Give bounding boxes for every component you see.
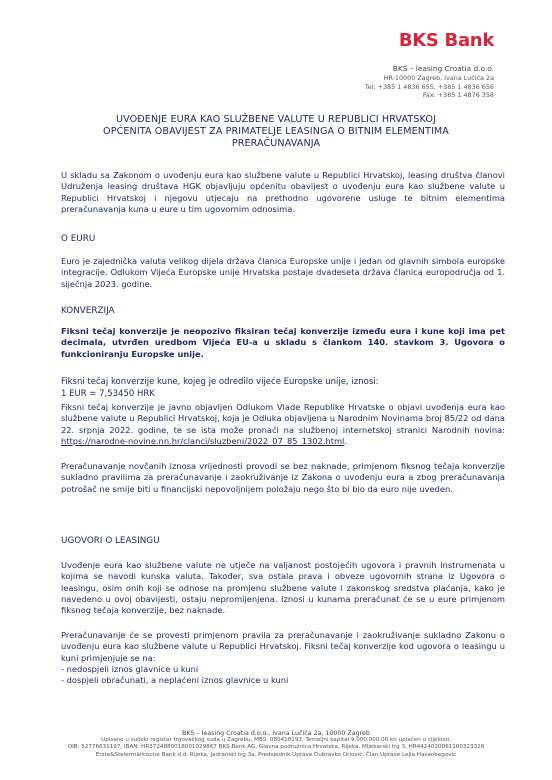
- narodne-novine-link[interactable]: https://narodne-novine.nn.hr/clanci/sluzbeni/2022_07_85_1302.html: [61, 435, 345, 446]
- bks-bank-logo: BKS Bank: [398, 30, 494, 51]
- rate-intro: Fiksni tečaj konverzije kune, kojeg je odredilo vijeće Europske unije, iznosi:: [61, 377, 379, 387]
- title-line-3: PRERAČUNAVANJA: [231, 138, 321, 149]
- footer-bank-details: OIB: 52776631197, IBAN: HR3724880018001029867 BKS Bank AG, Glavna podružnica Hrvatska, Rijeka, Mljekarski trg 3, HR4424020061100323326: [67, 744, 485, 751]
- company-info: [365, 64, 494, 100]
- section-heading-contracts: UGOVORI O LEASINGU: [61, 536, 160, 546]
- company-fax: Fax: +385 1 4876 358: [422, 91, 494, 100]
- section-heading-euro: O EURU: [61, 234, 96, 244]
- footer-management: Erste&Steiermärkische Bank d.d. Rijeka, Jadranski trg 3a, Predsjednik Uprave Dubravko Orlović, Član Uprave Lejla Hasanbegović: [95, 751, 457, 758]
- footer-company: BKS – leasing Croatia d.o.o., Ivana Lučića 2a, 10000 Zagreb: [182, 730, 370, 737]
- list-item: - dospjeli obračunati, a neplaćeni iznos glavnice u kuni: [61, 675, 289, 686]
- contracts-paragraph-2: Preračunavanje će se provesti primjenom pravila za preračunavanje i zaokruživanje sukladno Zakonu o uvođenju eura kao službene valute u Republici Hrvatskoj. Fiksni tečaj konverzije kod ugovora o leasingu u kuni primjenjuje se na:: [61, 630, 505, 663]
- publication-text: Fiksni tečaj konverzije je javno objavljen Odlukom Vlade Republike Hrvatske o objavi uvođenja eura kao službene valute u Republici Hrvatskoj, koja je Odluka objavljena u Narodnim Novinama broj 85/22 od dana 22. srpnja 2022. godine, te se ista može pronaći na službenoj internetskoj stranici Narodnih novina:: [61, 402, 505, 435]
- company-address: HR-10000 Zagreb, Ivana Lučića 2a: [383, 74, 494, 82]
- conversion-paragraph: Preračunavanje novčanih iznosa vrijednosti provodi se bez naknade, primjenom fiksnog tečaja konverzije sukladno pravilima za preračunavanje i zaokruživanje iz Zakona o uvođenju eura a zbog preračunavanja potrošač ne smije biti u financijski nepovoljnijem položaju nego što bi bio da euro nije uveden.: [61, 461, 505, 494]
- contracts-paragraph-1: Uvođenje eura kao službene valute ne utječe na valjanost postojećih ugovora i pravnih instrumenata u kojima se navodi kunska valuta. Također, sva ostala prava i obveze ugovornih strana iz Ugovora o leasingu, osim onih koji se odnose na promjenu službene valute i zakonskog sredstva plaćanja, kako je navedeno u ovoj obavijesti, ostaju nepromijenjena. Iznosi u kunama preračunat će se u eure primjenom fiksnog tečaja konverzije, bez naknade.: [61, 560, 505, 616]
- company-name: BKS – leasing Croatia d.o.o.: [392, 64, 494, 73]
- title-line-1: UVOĐENJE EURA KAO SLUŽBENE VALUTE U REPUBLICI HRVATSKOJ: [115, 114, 436, 125]
- page-footer: [0, 730, 552, 759]
- company-phone: Tel: +385 1 4836 655, +385 1 4836 656: [364, 82, 494, 91]
- footer-registry: Upisano u sudski registar trgovačkog suda u Zagrebu, MBS: 080418193, Temeljni kapital 9.000.000,00 kn uplaćen u cijelosti,: [101, 737, 451, 744]
- intro-paragraph: U skladu sa Zakonom o uvođenju eura kao službene valute u Republici Hrvatskoj, leasing društva članovi Udruženja leasing društava HGK objavljuju općenitu obavijest o uvođenju eura kao službene valute u Republici Hrvatskoj i njegovu utjecaju na prethodno ugovorene usluge te bitnim elementima preračunavanja kuna u eure u tim ugovornim odnosima.: [61, 170, 505, 214]
- publication-text-end: .: [344, 435, 347, 446]
- title-line-2: OPĆENITA OBAVIJEST ZA PRIMATELJE LEASINGA O BITNIM ELEMENTIMA: [103, 126, 449, 137]
- list-item: - nedospjeli iznos glavnice u kuni: [61, 664, 199, 674]
- conversion-bold-paragraph: Fiksni tečaj konverzije je neopozivo fiksiran tečaj konverzije između eura i kune koji ima pet decimala, utvrđen uredbom Vijeća EU-a u skladu s člankom 140. stavkom 3. Ugovora o funkcioniranju Europske unije.: [61, 326, 505, 359]
- section-heading-conversion: KONVERZIJA: [61, 306, 115, 316]
- publication-paragraph: [61, 402, 505, 447]
- euro-paragraph: Euro je zajednička valuta velikog dijela država članica Europske unije i jedan od glavnih simbola europske integracije. Odlukom Vijeća Europske unije Hrvatska postaje dvadeseta država članica europodručja od 1. siječnja 2023. godine.: [61, 256, 505, 289]
- contracts-list: [61, 664, 505, 687]
- conversion-rate: 1 EUR = 7,53450 HRK: [61, 389, 155, 399]
- document-title: [0, 114, 552, 150]
